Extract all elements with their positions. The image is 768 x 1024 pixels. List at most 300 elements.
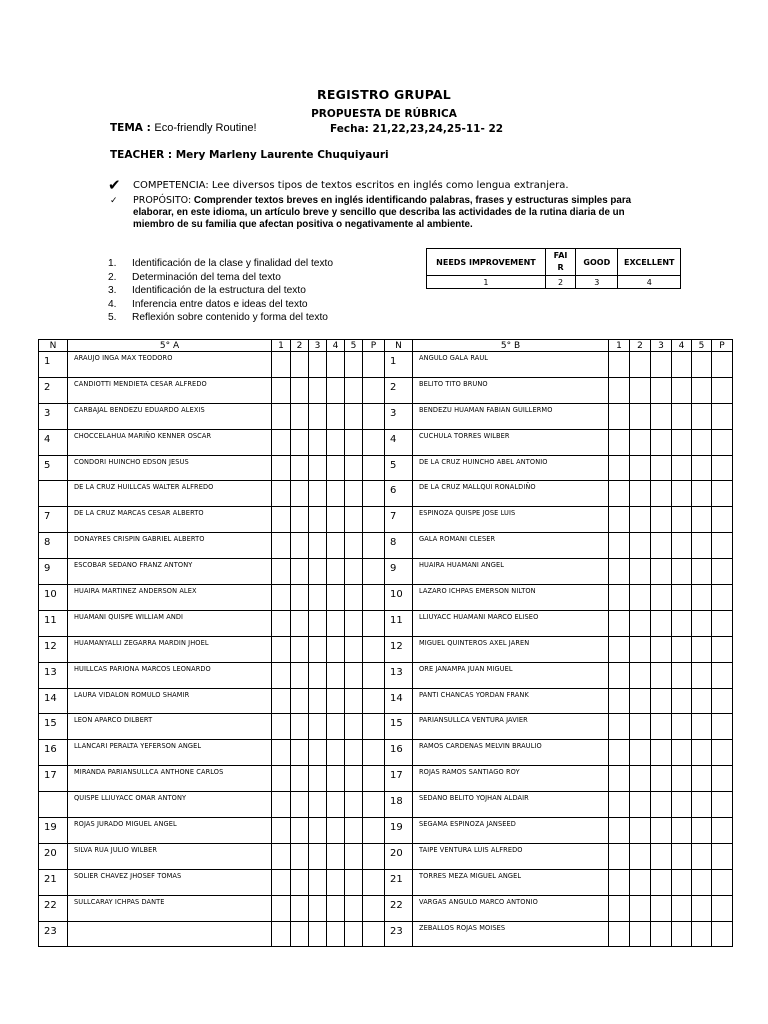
score-cell-5b[interactable]: [651, 688, 672, 714]
score-cell-5b[interactable]: [651, 352, 672, 378]
score-cell-5a[interactable]: [309, 766, 327, 792]
score-cell-5a[interactable]: [291, 610, 309, 636]
student-name-5a: MIRANDA PARIANSULLCA ANTHONE CARLOS: [68, 766, 272, 792]
score-cell-5a[interactable]: [291, 818, 309, 844]
student-number-5b: 7: [385, 507, 413, 533]
column-header-5b: 5: [692, 340, 712, 352]
student-number-5a: 5: [39, 455, 68, 481]
score-cell-5a[interactable]: [272, 636, 291, 662]
score-cell-5a[interactable]: [363, 636, 385, 662]
score-cell-5a[interactable]: [363, 895, 385, 921]
score-cell-5b[interactable]: [712, 895, 733, 921]
score-cell-5b[interactable]: [630, 403, 651, 429]
score-cell-5a[interactable]: [345, 766, 363, 792]
student-number-5a: 13: [39, 662, 68, 688]
score-cell-5b[interactable]: [609, 481, 630, 507]
score-cell-5b[interactable]: [672, 533, 692, 559]
score-cell-5a[interactable]: [291, 455, 309, 481]
score-cell-5a[interactable]: [345, 921, 363, 947]
score-cell-5b[interactable]: [609, 610, 630, 636]
score-cell-5b[interactable]: [692, 455, 712, 481]
score-cell-5a[interactable]: [345, 714, 363, 740]
score-cell-5a[interactable]: [272, 533, 291, 559]
score-cell-5a[interactable]: [272, 921, 291, 947]
score-cell-5b[interactable]: [672, 740, 692, 766]
score-cell-5b[interactable]: [672, 688, 692, 714]
score-cell-5b[interactable]: [651, 843, 672, 869]
score-cell-5a[interactable]: [345, 610, 363, 636]
score-cell-5b[interactable]: [609, 455, 630, 481]
score-cell-5b[interactable]: [609, 818, 630, 844]
score-cell-5b[interactable]: [672, 766, 692, 792]
score-cell-5b[interactable]: [712, 559, 733, 585]
score-cell-5b[interactable]: [672, 662, 692, 688]
score-cell-5b[interactable]: [630, 352, 651, 378]
score-cell-5b[interactable]: [672, 352, 692, 378]
score-cell-5b[interactable]: [630, 818, 651, 844]
score-cell-5b[interactable]: [712, 818, 733, 844]
score-cell-5b[interactable]: [712, 507, 733, 533]
score-cell-5b[interactable]: [672, 792, 692, 818]
score-cell-5b[interactable]: [692, 429, 712, 455]
score-cell-5a[interactable]: [291, 714, 309, 740]
score-cell-5a[interactable]: [309, 688, 327, 714]
score-cell-5a[interactable]: [345, 481, 363, 507]
score-cell-5b[interactable]: [672, 714, 692, 740]
score-cell-5a[interactable]: [291, 377, 309, 403]
score-cell-5a[interactable]: [327, 429, 345, 455]
score-cell-5b[interactable]: [609, 766, 630, 792]
score-cell-5a[interactable]: [291, 766, 309, 792]
score-cell-5a[interactable]: [327, 403, 345, 429]
score-cell-5a[interactable]: [363, 455, 385, 481]
score-cell-5a[interactable]: [272, 455, 291, 481]
score-cell-5a[interactable]: [363, 843, 385, 869]
score-cell-5a[interactable]: [327, 688, 345, 714]
score-cell-5b[interactable]: [651, 714, 672, 740]
score-cell-5a[interactable]: [309, 869, 327, 895]
score-cell-5a[interactable]: [363, 818, 385, 844]
score-cell-5b[interactable]: [712, 714, 733, 740]
score-cell-5b[interactable]: [609, 507, 630, 533]
score-cell-5b[interactable]: [630, 714, 651, 740]
score-cell-5a[interactable]: [272, 559, 291, 585]
score-cell-5a[interactable]: [327, 714, 345, 740]
score-cell-5a[interactable]: [345, 403, 363, 429]
score-cell-5a[interactable]: [363, 403, 385, 429]
score-cell-5b[interactable]: [630, 688, 651, 714]
score-cell-5b[interactable]: [651, 792, 672, 818]
score-cell-5a[interactable]: [309, 714, 327, 740]
score-cell-5a[interactable]: [363, 688, 385, 714]
score-cell-5a[interactable]: [345, 429, 363, 455]
score-cell-5b[interactable]: [609, 377, 630, 403]
score-cell-5b[interactable]: [651, 559, 672, 585]
score-cell-5a[interactable]: [327, 766, 345, 792]
score-cell-5a[interactable]: [345, 688, 363, 714]
score-cell-5b[interactable]: [672, 559, 692, 585]
score-cell-5b[interactable]: [651, 533, 672, 559]
score-cell-5a[interactable]: [272, 688, 291, 714]
score-cell-5a[interactable]: [309, 792, 327, 818]
table-row: [39, 818, 733, 844]
score-cell-5b[interactable]: [630, 895, 651, 921]
score-cell-5a[interactable]: [272, 352, 291, 378]
score-cell-5a[interactable]: [272, 662, 291, 688]
score-cell-5a[interactable]: [291, 352, 309, 378]
score-cell-5b[interactable]: [609, 636, 630, 662]
score-cell-5b[interactable]: [672, 585, 692, 611]
student-name-5b: HUAIRA HUAMANI ANGEL: [413, 559, 609, 585]
score-cell-5a[interactable]: [291, 507, 309, 533]
score-cell-5a[interactable]: [291, 481, 309, 507]
score-cell-5a[interactable]: [345, 869, 363, 895]
score-cell-5b[interactable]: [630, 585, 651, 611]
score-cell-5b[interactable]: [712, 352, 733, 378]
score-cell-5a[interactable]: [327, 921, 345, 947]
student-number-5b: 22: [385, 895, 413, 921]
score-cell-5b[interactable]: [609, 869, 630, 895]
score-cell-5b[interactable]: [692, 352, 712, 378]
score-cell-5a[interactable]: [363, 792, 385, 818]
score-cell-5a[interactable]: [309, 429, 327, 455]
student-name-5a: HUAIRA MARTINEZ ANDERSON ALEX: [68, 585, 272, 611]
score-cell-5a[interactable]: [345, 740, 363, 766]
score-cell-5b[interactable]: [651, 740, 672, 766]
score-cell-5a[interactable]: [291, 533, 309, 559]
score-cell-5b[interactable]: [651, 377, 672, 403]
score-cell-5b[interactable]: [672, 377, 692, 403]
score-cell-5a[interactable]: [309, 559, 327, 585]
score-cell-5a[interactable]: [345, 507, 363, 533]
score-cell-5a[interactable]: [363, 766, 385, 792]
score-cell-5a[interactable]: [327, 610, 345, 636]
score-cell-5b[interactable]: [651, 455, 672, 481]
score-cell-5b[interactable]: [692, 869, 712, 895]
score-cell-5b[interactable]: [672, 610, 692, 636]
score-cell-5b[interactable]: [692, 740, 712, 766]
score-cell-5a[interactable]: [363, 377, 385, 403]
score-cell-5b[interactable]: [712, 869, 733, 895]
score-cell-5b[interactable]: [609, 740, 630, 766]
score-cell-5b[interactable]: [609, 843, 630, 869]
score-cell-5a[interactable]: [309, 610, 327, 636]
score-cell-5b[interactable]: [651, 662, 672, 688]
score-cell-5b[interactable]: [672, 507, 692, 533]
score-cell-5b[interactable]: [630, 481, 651, 507]
score-cell-5a[interactable]: [363, 429, 385, 455]
score-cell-5b[interactable]: [672, 636, 692, 662]
score-cell-5a[interactable]: [345, 352, 363, 378]
score-cell-5a[interactable]: [272, 740, 291, 766]
score-cell-5a[interactable]: [272, 585, 291, 611]
score-cell-5b[interactable]: [609, 662, 630, 688]
score-cell-5b[interactable]: [651, 869, 672, 895]
score-cell-5a[interactable]: [291, 895, 309, 921]
score-cell-5a[interactable]: [327, 377, 345, 403]
score-cell-5a[interactable]: [363, 585, 385, 611]
score-cell-5b[interactable]: [692, 481, 712, 507]
score-cell-5a[interactable]: [309, 921, 327, 947]
score-cell-5b[interactable]: [630, 610, 651, 636]
score-cell-5a[interactable]: [272, 610, 291, 636]
score-cell-5b[interactable]: [712, 533, 733, 559]
small-check-icon: ✓: [110, 196, 118, 206]
score-cell-5b[interactable]: [692, 533, 712, 559]
score-cell-5b[interactable]: [692, 688, 712, 714]
score-cell-5b[interactable]: [692, 895, 712, 921]
score-cell-5a[interactable]: [291, 429, 309, 455]
score-cell-5b[interactable]: [712, 481, 733, 507]
score-cell-5b[interactable]: [692, 636, 712, 662]
score-cell-5a[interactable]: [309, 843, 327, 869]
score-cell-5b[interactable]: [712, 610, 733, 636]
score-cell-5b[interactable]: [712, 403, 733, 429]
score-cell-5b[interactable]: [712, 792, 733, 818]
score-cell-5b[interactable]: [630, 429, 651, 455]
score-cell-5b[interactable]: [609, 352, 630, 378]
score-cell-5a[interactable]: [291, 585, 309, 611]
score-cell-5b[interactable]: [692, 403, 712, 429]
score-cell-5b[interactable]: [651, 895, 672, 921]
student-name-5b: ANGULO GALA RAUL: [413, 352, 609, 378]
column-header-5b: N: [385, 340, 413, 352]
score-cell-5b[interactable]: [609, 714, 630, 740]
score-cell-5a[interactable]: [327, 662, 345, 688]
score-cell-5a[interactable]: [345, 792, 363, 818]
score-cell-5b[interactable]: [630, 507, 651, 533]
score-cell-5b[interactable]: [672, 869, 692, 895]
score-cell-5b[interactable]: [712, 636, 733, 662]
score-cell-5a[interactable]: [291, 869, 309, 895]
score-cell-5a[interactable]: [309, 377, 327, 403]
criterion-item: [108, 257, 333, 271]
column-header-5a: P: [363, 340, 385, 352]
score-cell-5a[interactable]: [327, 843, 345, 869]
score-cell-5b[interactable]: [712, 585, 733, 611]
score-cell-5b[interactable]: [672, 455, 692, 481]
score-cell-5b[interactable]: [609, 585, 630, 611]
score-cell-5b[interactable]: [672, 895, 692, 921]
score-cell-5b[interactable]: [651, 636, 672, 662]
score-cell-5b[interactable]: [630, 559, 651, 585]
score-cell-5a[interactable]: [327, 895, 345, 921]
score-cell-5a[interactable]: [309, 403, 327, 429]
score-cell-5a[interactable]: [363, 662, 385, 688]
score-cell-5a[interactable]: [291, 662, 309, 688]
score-cell-5a[interactable]: [272, 507, 291, 533]
score-cell-5b[interactable]: [712, 740, 733, 766]
score-cell-5b[interactable]: [651, 481, 672, 507]
score-cell-5b[interactable]: [672, 921, 692, 947]
score-cell-5a[interactable]: [291, 688, 309, 714]
score-cell-5b[interactable]: [692, 818, 712, 844]
score-cell-5b[interactable]: [630, 869, 651, 895]
score-cell-5b[interactable]: [692, 610, 712, 636]
score-cell-5a[interactable]: [327, 559, 345, 585]
score-cell-5a[interactable]: [291, 559, 309, 585]
score-cell-5a[interactable]: [345, 818, 363, 844]
score-cell-5b[interactable]: [672, 843, 692, 869]
student-number-5a: 8: [39, 533, 68, 559]
score-cell-5a[interactable]: [309, 455, 327, 481]
score-cell-5a[interactable]: [309, 507, 327, 533]
score-cell-5b[interactable]: [692, 559, 712, 585]
score-cell-5a[interactable]: [327, 636, 345, 662]
score-cell-5a[interactable]: [345, 662, 363, 688]
score-cell-5b[interactable]: [651, 766, 672, 792]
score-cell-5b[interactable]: [712, 429, 733, 455]
score-cell-5b[interactable]: [651, 610, 672, 636]
score-cell-5a[interactable]: [291, 740, 309, 766]
score-cell-5b[interactable]: [692, 714, 712, 740]
score-cell-5a[interactable]: [327, 818, 345, 844]
score-cell-5a[interactable]: [272, 818, 291, 844]
score-cell-5a[interactable]: [327, 585, 345, 611]
score-cell-5a[interactable]: [345, 533, 363, 559]
score-cell-5a[interactable]: [309, 662, 327, 688]
score-cell-5a[interactable]: [327, 455, 345, 481]
score-cell-5b[interactable]: [630, 636, 651, 662]
score-cell-5b[interactable]: [651, 507, 672, 533]
score-cell-5b[interactable]: [630, 377, 651, 403]
score-cell-5a[interactable]: [345, 895, 363, 921]
student-name-5a: DE LA CRUZ MARCAS CESAR ALBERTO: [68, 507, 272, 533]
score-cell-5a[interactable]: [327, 740, 345, 766]
score-cell-5b[interactable]: [609, 895, 630, 921]
score-cell-5b[interactable]: [630, 533, 651, 559]
score-cell-5a[interactable]: [363, 533, 385, 559]
score-cell-5a[interactable]: [309, 740, 327, 766]
score-cell-5b[interactable]: [692, 662, 712, 688]
score-cell-5b[interactable]: [609, 688, 630, 714]
score-cell-5b[interactable]: [692, 792, 712, 818]
score-cell-5b[interactable]: [692, 377, 712, 403]
score-cell-5b[interactable]: [692, 766, 712, 792]
score-cell-5a[interactable]: [363, 921, 385, 947]
score-cell-5a[interactable]: [363, 559, 385, 585]
score-cell-5b[interactable]: [609, 429, 630, 455]
student-name-5b: DE LA CRUZ MALLQUI RONALDIÑO: [413, 481, 609, 507]
score-cell-5b[interactable]: [651, 921, 672, 947]
score-cell-5b[interactable]: [651, 403, 672, 429]
score-cell-5a[interactable]: [309, 533, 327, 559]
score-cell-5a[interactable]: [345, 377, 363, 403]
score-cell-5b[interactable]: [692, 585, 712, 611]
score-cell-5b[interactable]: [712, 455, 733, 481]
score-cell-5b[interactable]: [692, 507, 712, 533]
score-cell-5a[interactable]: [272, 377, 291, 403]
score-cell-5a[interactable]: [309, 352, 327, 378]
score-cell-5b[interactable]: [672, 481, 692, 507]
score-cell-5b[interactable]: [630, 740, 651, 766]
score-cell-5a[interactable]: [363, 714, 385, 740]
score-cell-5a[interactable]: [291, 921, 309, 947]
score-cell-5a[interactable]: [363, 610, 385, 636]
score-cell-5a[interactable]: [327, 507, 345, 533]
score-cell-5a[interactable]: [345, 585, 363, 611]
score-cell-5a[interactable]: [345, 455, 363, 481]
score-cell-5b[interactable]: [609, 792, 630, 818]
score-cell-5a[interactable]: [272, 895, 291, 921]
score-cell-5a[interactable]: [291, 403, 309, 429]
score-cell-5a[interactable]: [272, 481, 291, 507]
score-cell-5a[interactable]: [291, 636, 309, 662]
score-cell-5a[interactable]: [363, 481, 385, 507]
score-cell-5b[interactable]: [712, 377, 733, 403]
student-name-5b: LAZARO ICHPAS EMERSON NILTON: [413, 585, 609, 611]
score-cell-5b[interactable]: [630, 921, 651, 947]
score-cell-5a[interactable]: [309, 636, 327, 662]
score-cell-5a[interactable]: [363, 352, 385, 378]
score-cell-5b[interactable]: [609, 403, 630, 429]
score-cell-5a[interactable]: [363, 740, 385, 766]
score-cell-5b[interactable]: [672, 429, 692, 455]
register-header-row: [39, 340, 733, 352]
score-cell-5a[interactable]: [327, 792, 345, 818]
score-cell-5a[interactable]: [327, 533, 345, 559]
score-cell-5b[interactable]: [712, 921, 733, 947]
student-name-5a: SOLIER CHAVEZ JHOSEF TOMAS: [68, 869, 272, 895]
score-cell-5b[interactable]: [712, 766, 733, 792]
score-cell-5a[interactable]: [272, 869, 291, 895]
score-cell-5a[interactable]: [272, 766, 291, 792]
score-cell-5b[interactable]: [692, 921, 712, 947]
score-cell-5a[interactable]: [309, 895, 327, 921]
score-cell-5a[interactable]: [272, 843, 291, 869]
score-cell-5b[interactable]: [630, 766, 651, 792]
score-cell-5b[interactable]: [651, 818, 672, 844]
score-cell-5b[interactable]: [630, 662, 651, 688]
score-cell-5b[interactable]: [672, 818, 692, 844]
score-cell-5a[interactable]: [272, 792, 291, 818]
tema-line: [110, 122, 257, 134]
score-cell-5b[interactable]: [651, 585, 672, 611]
score-cell-5a[interactable]: [327, 869, 345, 895]
table-row: [39, 352, 733, 378]
score-cell-5a[interactable]: [291, 792, 309, 818]
score-cell-5b[interactable]: [712, 843, 733, 869]
score-cell-5b[interactable]: [712, 688, 733, 714]
score-cell-5a[interactable]: [309, 585, 327, 611]
score-cell-5b[interactable]: [672, 403, 692, 429]
score-cell-5b[interactable]: [630, 843, 651, 869]
score-cell-5a[interactable]: [345, 559, 363, 585]
score-cell-5a[interactable]: [345, 636, 363, 662]
score-cell-5b[interactable]: [630, 455, 651, 481]
score-cell-5a[interactable]: [272, 714, 291, 740]
score-cell-5a[interactable]: [309, 481, 327, 507]
score-cell-5a[interactable]: [291, 843, 309, 869]
score-cell-5b[interactable]: [692, 843, 712, 869]
score-cell-5a[interactable]: [272, 403, 291, 429]
score-cell-5b[interactable]: [609, 921, 630, 947]
score-cell-5b[interactable]: [630, 792, 651, 818]
score-cell-5a[interactable]: [363, 507, 385, 533]
score-cell-5a[interactable]: [309, 818, 327, 844]
student-number-5b: 4: [385, 429, 413, 455]
score-cell-5a[interactable]: [327, 352, 345, 378]
score-cell-5b[interactable]: [609, 533, 630, 559]
score-cell-5a[interactable]: [272, 429, 291, 455]
score-cell-5a[interactable]: [363, 869, 385, 895]
score-cell-5a[interactable]: [345, 843, 363, 869]
score-cell-5b[interactable]: [651, 429, 672, 455]
score-cell-5b[interactable]: [712, 662, 733, 688]
score-cell-5a[interactable]: [327, 481, 345, 507]
score-cell-5b[interactable]: [609, 559, 630, 585]
column-header-5b: 1: [609, 340, 630, 352]
